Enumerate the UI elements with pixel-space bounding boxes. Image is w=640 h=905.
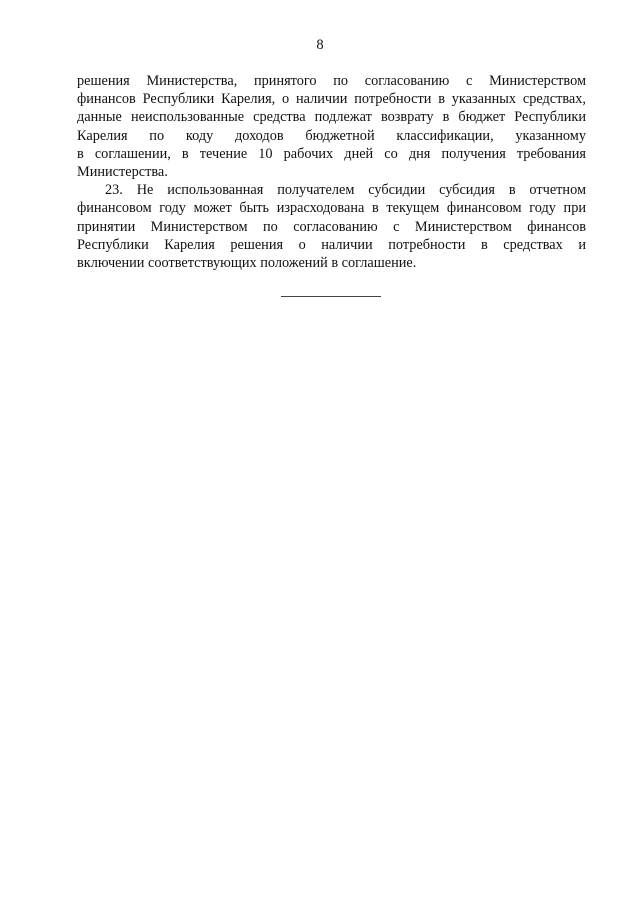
page-number: 8 <box>316 37 324 53</box>
text-line: данные неиспользованные средства подлежат возврату в бюджет Республики <box>77 109 586 126</box>
document-body <box>77 72 586 272</box>
text-line: решения Министерства, принятого по согласованию с Министерством <box>77 73 586 89</box>
text-line: принятии Министерством по согласованию с Министерством финансов <box>77 218 586 235</box>
text-line: включении соответствующих положений в соглашение. <box>77 254 417 271</box>
text-line: финансов Республики Карелия, о наличии потребности в указанных средствах, <box>77 91 586 108</box>
text-line: 23. Не использованная получателем субсидии субсидия в отчетном <box>105 182 586 199</box>
text-line: Республики Карелия решения о наличии потребности в средствах и <box>77 236 586 253</box>
text-line: финансовом году может быть израсходована в текущем финансовом году при <box>77 200 586 217</box>
text-line: Карелия по коду доходов бюджетной классификации, указанному <box>77 127 586 144</box>
text-line: в соглашении, в течение 10 рабочих дней со дня получения требования <box>77 145 586 162</box>
text-line: Министерства. <box>77 163 168 180</box>
paragraph-continuation <box>77 72 586 181</box>
end-of-document-rule <box>281 296 381 297</box>
paragraph-item-23 <box>77 181 586 272</box>
